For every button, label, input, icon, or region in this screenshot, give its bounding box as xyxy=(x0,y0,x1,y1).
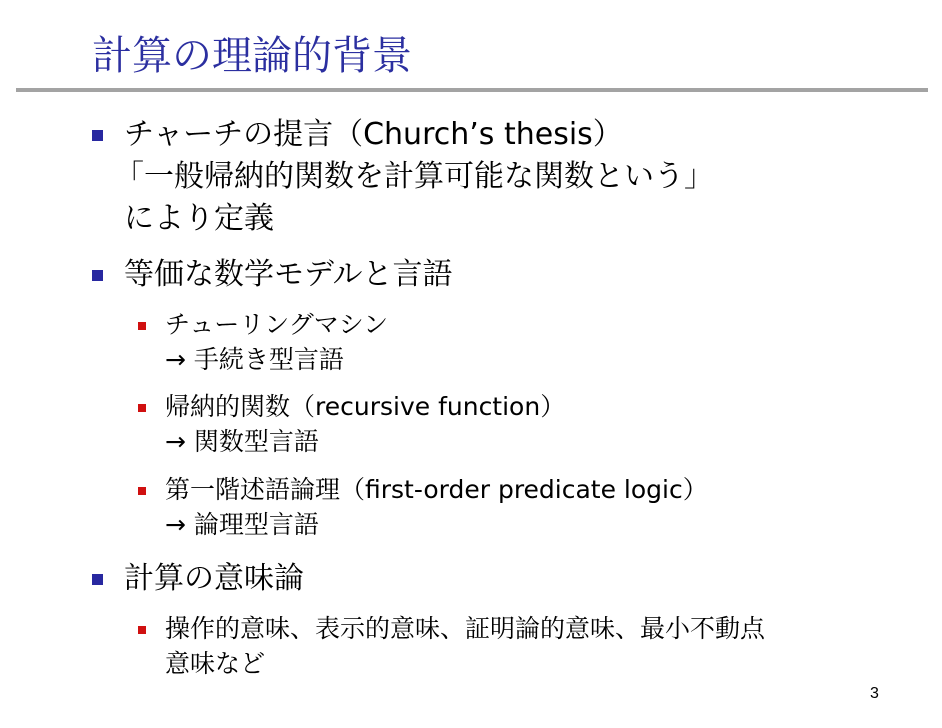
sub-bullet-text: 操作的意味、表示的意味、証明論的意味、最小不動点 xyxy=(165,614,766,643)
sub-bullet-square-icon xyxy=(138,626,146,634)
bullet-text: 計算の意味論 xyxy=(124,561,304,596)
sub-bullet-square-icon xyxy=(138,322,146,330)
sub-bullet-text: 第一階述語論理（first-order predicate logic） xyxy=(165,475,708,504)
title-divider xyxy=(16,88,928,92)
page-number: 3 xyxy=(870,685,879,702)
bullet-text: チャーチの提言（Church’s thesis） xyxy=(124,117,623,152)
bullet-text: 等価な数学モデルと言語 xyxy=(124,257,453,292)
bullet-text: 「一般帰納的関数を計算可能な関数という」 xyxy=(114,159,714,194)
bullet-square-icon xyxy=(92,130,103,141)
sub-bullet-square-icon xyxy=(138,404,146,412)
sub-bullet-text: → 論理型言語 xyxy=(165,510,319,539)
sub-bullet-text: チューリングマシン xyxy=(165,310,389,339)
sub-bullet-text: 意味など xyxy=(165,649,266,678)
sub-bullet-text: 帰納的関数（recursive function） xyxy=(165,392,566,421)
sub-bullet-text: → 手続き型言語 xyxy=(165,345,344,374)
bullet-square-icon xyxy=(92,270,103,281)
sub-bullet-text: → 関数型言語 xyxy=(165,427,319,456)
slide-title: 計算の理論的背景 xyxy=(92,33,412,79)
bullet-text: により定義 xyxy=(124,201,274,236)
bullet-square-icon xyxy=(92,574,103,585)
sub-bullet-square-icon xyxy=(138,487,146,495)
